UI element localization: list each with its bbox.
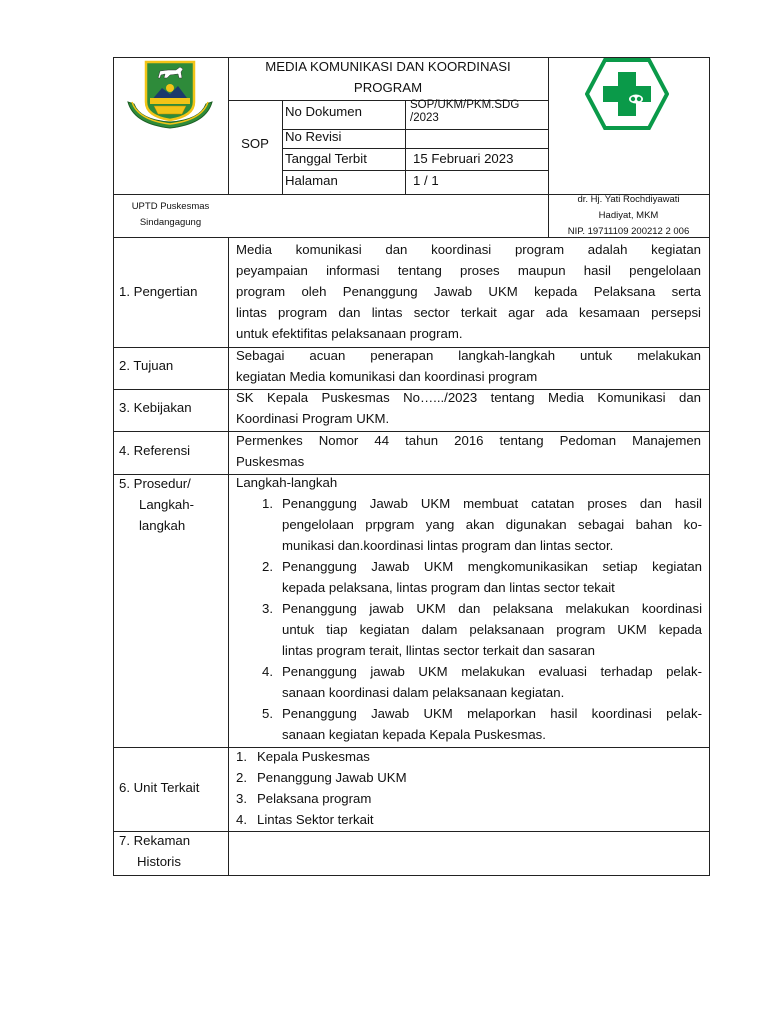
item-number: 3. [236,791,247,806]
text-line: sanaan kegiatan kepada Kepala Puskesmas. [282,727,546,742]
section-body-pengertian [236,239,701,344]
step-text [282,556,702,598]
table-border-left [113,57,114,876]
text-line: lintas program terait, llintas sector terkait dan sasaran [282,643,595,658]
step-number: 2. [262,559,273,574]
label-line: Historis [137,854,181,869]
text-line: sanaan koordinasi dalam pelaksanaan kegiatan. [282,685,565,700]
text-line: kegiatan Media komunikasi dan koordinasi program [236,369,538,384]
row-line [113,474,710,475]
item-number: 1. [236,749,247,764]
table-border-bottom [113,875,710,876]
text-line: peyampaian informasi tentang proses maupun hasil pengelolaan [236,263,701,278]
text-line: Koordinasi Program UKM. [236,411,390,426]
unit-name-line: UPTD Puskesmas [131,201,210,212]
text-line: program oleh Penanggung Jawab UKM kepada Pelaksana serta [236,284,701,299]
unit-name [113,199,228,231]
step-number: 5. [262,706,273,721]
field-label-halaman: Halaman [285,173,338,188]
header-divider-field [405,100,406,194]
step-number: 1. [262,496,273,511]
row-line [113,747,710,748]
section-label-referensi: 4. Referensi [119,443,191,458]
text-line: Penanggung jawab UKM dan pelaksana melakukan koordinasi [282,601,702,616]
label-line: Langkah- [139,497,194,512]
text-line: kepada pelaksana, lintas program dan lintas sector tekait [282,580,615,595]
step-text [282,661,702,703]
field-value-tanggal-terbit: 15 Februari 2023 [413,151,514,166]
table-border-right [709,57,710,876]
step-text [282,703,702,745]
document-title-line: PROGRAM [353,80,423,95]
text-line: Penanggung Jawab UKM mengkomunikasikan setiap kegiatan [282,559,702,574]
text-line: untuk efektifitas pelaksanaan program. [236,326,463,341]
procedure-intro: Langkah-langkah [236,475,338,490]
field-value-line: SOP/UKM/PKM.SDG [410,99,520,111]
signer-nip: NIP. 19711109 200212 2 006 [567,226,690,237]
field-value-no-dokumen [410,99,519,125]
text-line: Penanggung Jawab UKM membuat catatan proses dan hasil [282,496,702,511]
body-column-divider [228,237,229,876]
section-label-tujuan: 2. Tujuan [119,358,174,373]
row-line [113,831,710,832]
label-line: 7. Rekaman [119,833,191,848]
text-line: SK Kepala Puskesmas No….../2023 tentang Media Komunikasi dan [236,390,701,405]
text-line: lintas program dan lintas sector terkait agar ada kesamaan persepsi [236,305,701,320]
section-body-tujuan [236,345,701,387]
section-label-prosedur [119,473,194,536]
text-line: munikasi dan.koordinasi lintas program dan lintas sector. [282,538,614,553]
text-line: Sebagai acuan penerapan langkah-langkah untuk melakukan [236,348,701,363]
text-line: Penanggung Jawab UKM melaporkan hasil koordinasi pelak- [282,706,702,721]
item-number: 4. [236,812,247,827]
document-title [228,56,548,98]
step-number: 3. [262,601,273,616]
signer-name: dr. Hj. Yati Rochdiyawati [577,194,680,205]
signer-block [548,192,709,240]
sop-label: SOP [241,136,269,151]
text-line: Media komunikasi dan koordinasi program adalah kegiatan [236,242,701,257]
item-text: Penanggung Jawab UKM [257,770,407,785]
section-body-referensi [236,430,701,472]
text-line: Penanggung jawab UKM melakukan evaluasi terhadap pelak- [282,664,702,679]
text-line: Puskesmas [236,454,305,469]
field-label-tanggal-terbit: Tanggal Terbit [285,151,367,166]
step-text [282,598,702,661]
step-number: 4. [262,664,273,679]
unit-name-line: Sindangagung [139,217,202,228]
section-label-pengertian: 1. Pengertian [119,284,198,299]
puskesmas-cross-icon [585,58,669,130]
header-divider-sop [282,100,283,194]
field-label-no-dokumen: No Dokumen [285,104,362,119]
field-value-halaman: 1 / 1 [413,173,439,188]
item-text: Lintas Sektor terkait [257,812,374,827]
regency-crest-icon [124,58,216,132]
text-line: untuk tiap kegiatan dalam pelaksanaan program UKM kepada [282,622,702,637]
section-label-rekaman [119,830,190,872]
text-line: pengelolaan prpgram yang akan digunakan sebagai bahan ko- [282,517,702,532]
item-number: 2. [236,770,247,785]
label-line: 5. Prosedur/ [119,476,191,491]
signer-title: Hadiyat, MKM [598,210,659,221]
item-text: Kepala Puskesmas [257,749,370,764]
section-label-kebijakan: 3. Kebijakan [119,400,192,415]
step-text [282,493,702,556]
section-body-kebijakan [236,387,701,429]
field-value-line: /2023 [410,112,439,124]
item-text: Pelaksana program [257,791,372,806]
section-label-unit-terkait: 6. Unit Terkait [119,780,200,795]
text-line: Permenkes Nomor 44 tahun 2016 tentang Pedoman Manajemen [236,433,701,448]
field-label-no-revisi: No Revisi [285,129,342,144]
label-line: langkah [139,518,186,533]
document-title-line: MEDIA KOMUNIKASI DAN KOORDINASI [265,59,511,74]
